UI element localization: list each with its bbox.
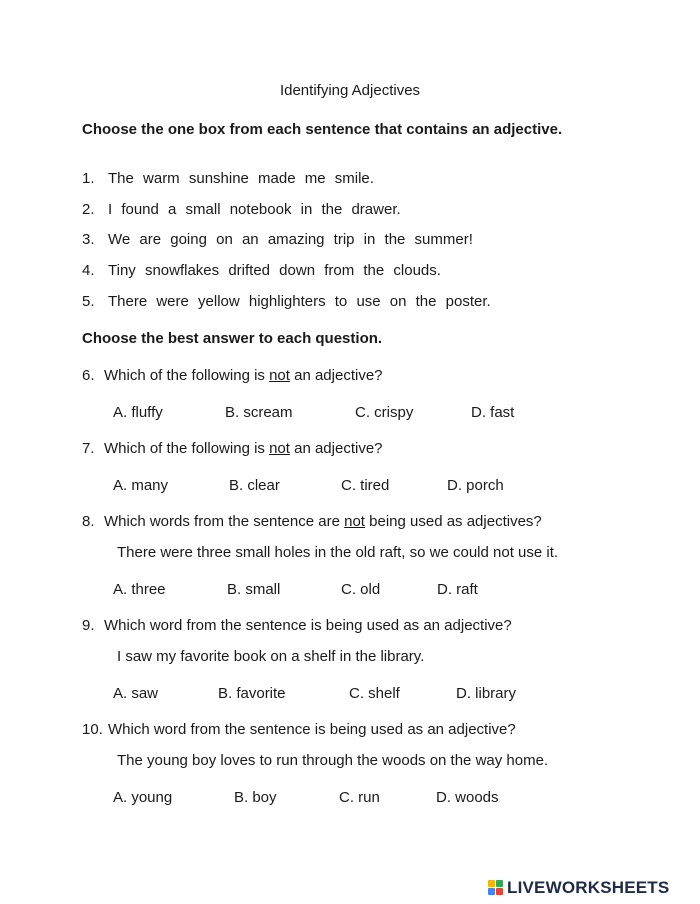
q9-context-sentence: I saw my favorite book on a shelf in the library.: [117, 648, 425, 665]
q7-option-c[interactable]: C. tired: [341, 477, 390, 494]
emphasis-not: not: [269, 367, 290, 384]
question-6: 6. Which of the following is not an adjective?: [82, 367, 383, 384]
q6-option-a[interactable]: A. fluffy: [113, 404, 163, 421]
q9-option-c[interactable]: C. shelf: [349, 685, 400, 702]
q8-option-d[interactable]: D. raft: [437, 581, 478, 598]
q9-option-d[interactable]: D. library: [456, 685, 517, 702]
q8-option-b[interactable]: B. small: [227, 581, 281, 598]
q7-option-a[interactable]: A. many: [113, 477, 169, 494]
section-1-instruction: Choose the one box from each sentence that contains an adjective.: [82, 121, 563, 138]
question-8: 8. Which words from the sentence are not being used as adjectives?: [82, 513, 542, 530]
emphasis-not: not: [269, 440, 290, 457]
sentence-number: 3.: [82, 231, 95, 248]
q10-context-sentence: The young boy loves to run through the woods on the way home.: [117, 752, 549, 769]
q10-option-d[interactable]: D. woods: [436, 789, 499, 806]
q10-option-b[interactable]: B. boy: [234, 789, 277, 806]
section-2-instruction: Choose the best answer to each question.: [82, 330, 383, 347]
q8-context-sentence: There were three small holes in the old raft, so we could not use it.: [117, 544, 559, 561]
logo-text: LIVEWORKSHEETS: [507, 878, 670, 897]
sentence-number: 1.: [82, 170, 95, 187]
sentence-4[interactable]: [82, 262, 441, 279]
sentence-3[interactable]: [82, 231, 473, 248]
sentence-text[interactable]: The warm sunshine made me smile.: [108, 170, 374, 187]
page-title: Identifying Adjectives: [279, 82, 421, 99]
q7-option-d[interactable]: D. porch: [447, 477, 504, 494]
q9-option-b[interactable]: B. favorite: [218, 685, 286, 702]
sentence-1[interactable]: [82, 170, 374, 187]
q10-option-a[interactable]: A. young: [113, 789, 173, 806]
question-10: 10. Which word from the sentence is being used as an adjective?: [82, 721, 516, 738]
question-9: 9. Which word from the sentence is being used as an adjective?: [82, 617, 512, 634]
q8-option-c[interactable]: C. old: [341, 581, 381, 598]
q9-option-a[interactable]: A. saw: [113, 685, 159, 702]
sentence-text[interactable]: I found a small notebook in the drawer.: [108, 201, 401, 218]
sentence-number: 4.: [82, 262, 95, 279]
sentence-5[interactable]: [82, 293, 491, 310]
liveworksheets-logo[interactable]: [488, 878, 669, 898]
sentence-text[interactable]: Tiny snowflakes drifted down from the clouds.: [108, 262, 441, 279]
emphasis-not: not: [344, 513, 365, 530]
question-7: 7. Which of the following is not an adjective?: [82, 440, 383, 457]
q6-option-b[interactable]: B. scream: [225, 404, 293, 421]
liveworksheets-logo-icon: [488, 880, 504, 896]
q8-option-a[interactable]: A. three: [113, 581, 166, 598]
sentence-text[interactable]: There were yellow highlighters to use on the poster.: [108, 293, 491, 310]
sentence-number: 5.: [82, 293, 95, 310]
q6-option-c[interactable]: C. crispy: [355, 404, 414, 421]
sentence-text[interactable]: We are going on an amazing trip in the summer!: [108, 231, 473, 248]
q7-option-b[interactable]: B. clear: [229, 477, 280, 494]
sentence-number: 2.: [82, 201, 95, 218]
q10-option-c[interactable]: C. run: [339, 789, 380, 806]
sentence-2[interactable]: [82, 201, 401, 218]
q6-option-d[interactable]: D. fast: [471, 404, 515, 421]
